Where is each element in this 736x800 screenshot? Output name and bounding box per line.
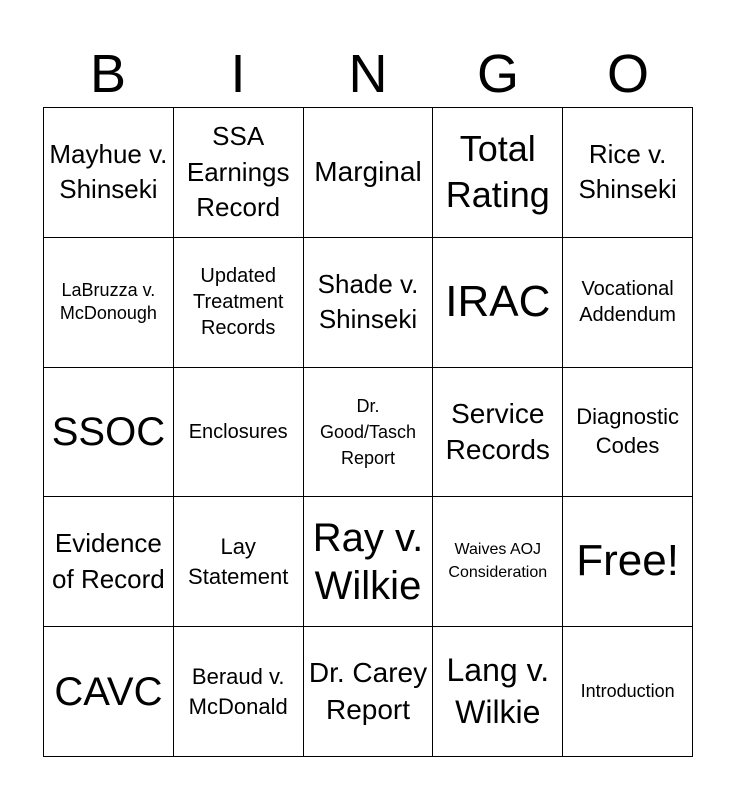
- cell-text: SSA Earnings Record: [186, 121, 290, 223]
- bingo-cell[interactable]: [433, 368, 563, 498]
- bingo-cell[interactable]: [174, 238, 304, 368]
- cell-text: Beraud v. McDonald: [188, 663, 288, 719]
- bingo-card: [43, 107, 693, 757]
- cell-text: Lay Statement: [188, 533, 289, 589]
- cell-text: Evidence of Record: [52, 528, 165, 594]
- bingo-cell[interactable]: [304, 238, 434, 368]
- bingo-cell[interactable]: [44, 238, 174, 368]
- cell-text: Service Records: [445, 397, 550, 465]
- bingo-cell[interactable]: [44, 368, 174, 498]
- header-letter-n: N: [348, 44, 388, 104]
- cell-text: Updated Treatment Records: [192, 265, 284, 340]
- cell-text: Vocational Addendum: [579, 278, 676, 327]
- cell-text: Dr. Good/Tasch Report: [319, 395, 417, 469]
- bingo-cell[interactable]: [174, 368, 304, 498]
- cell-text: Marginal: [314, 156, 422, 188]
- bingo-cell[interactable]: [44, 627, 174, 757]
- bingo-cell[interactable]: [563, 497, 693, 627]
- header-letter-i: I: [230, 44, 246, 104]
- bingo-cell[interactable]: [563, 108, 693, 238]
- bingo-header: [43, 40, 693, 108]
- cell-text: Enclosures: [188, 420, 288, 443]
- cell-text: Waives AOJ Consideration: [448, 541, 548, 581]
- bingo-cell[interactable]: [304, 368, 434, 498]
- cell-text: Introduction: [580, 680, 675, 701]
- header-letter-b: B: [89, 44, 127, 104]
- bingo-cell[interactable]: [174, 497, 304, 627]
- cell-text: IRAC: [445, 276, 551, 326]
- cell-text: Diagnostic Codes: [576, 404, 679, 458]
- cell-text: Shade v. Shinseki: [317, 268, 419, 335]
- bingo-cell[interactable]: [563, 238, 693, 368]
- header-letter-g: G: [476, 44, 519, 104]
- cell-text: CAVC: [54, 669, 163, 714]
- bingo-cell[interactable]: [304, 627, 434, 757]
- bingo-cell[interactable]: [433, 497, 563, 627]
- bingo-cell[interactable]: [433, 108, 563, 238]
- bingo-cell[interactable]: [563, 627, 693, 757]
- bingo-cell[interactable]: [304, 108, 434, 238]
- cell-text: Dr. Carey Report: [308, 657, 428, 725]
- bingo-cell[interactable]: [433, 238, 563, 368]
- cell-text: SSOC: [51, 409, 166, 454]
- cell-text: Lang v. Wilkie: [446, 652, 550, 730]
- bingo-cell[interactable]: [174, 108, 304, 238]
- bingo-cell[interactable]: [433, 627, 563, 757]
- cell-text: Mayhue v. Shinseki: [49, 139, 168, 205]
- bingo-cell[interactable]: [44, 108, 174, 238]
- cell-text: LaBruzza v. McDonough: [59, 279, 157, 324]
- bingo-cell[interactable]: [174, 627, 304, 757]
- cell-text: Rice v. Shinseki: [578, 139, 677, 205]
- cell-text: Total Rating: [445, 127, 550, 216]
- header-letter-o: O: [606, 44, 649, 104]
- bingo-cell[interactable]: [44, 497, 174, 627]
- cell-text: Ray v. Wilkie: [312, 515, 424, 608]
- bingo-cell[interactable]: [304, 497, 434, 627]
- bingo-cell[interactable]: [563, 368, 693, 498]
- cell-text: Free!: [576, 536, 679, 586]
